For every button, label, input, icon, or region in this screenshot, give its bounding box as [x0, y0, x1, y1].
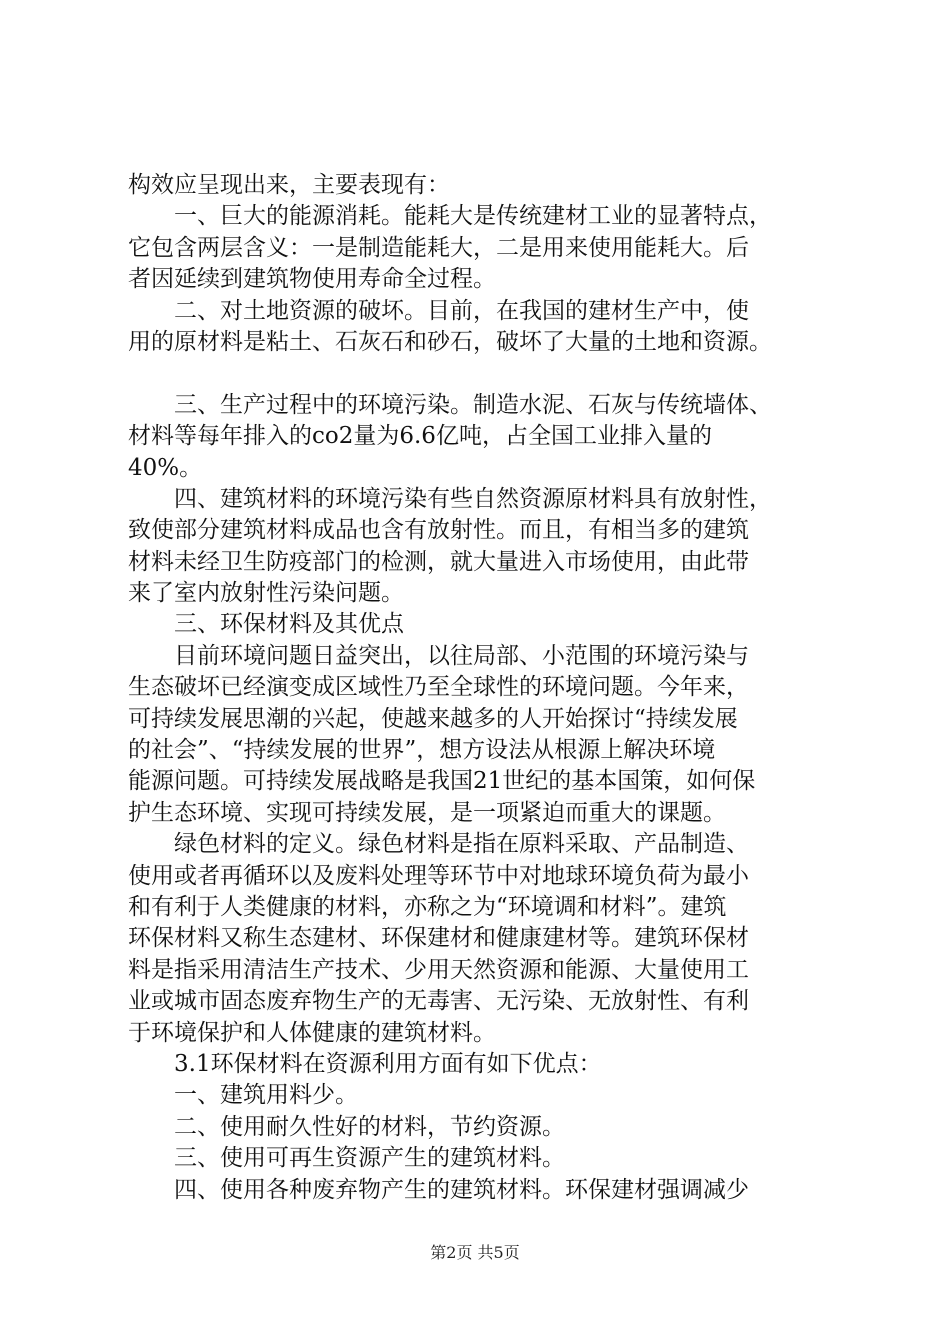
text-line: 材料未经卫生防疫部门的检测，就大量进入市场使用，由此带 [128, 548, 749, 575]
text-line: 目前环境问题日益突出，以往局部、小范围的环境污染与 [128, 642, 749, 669]
text-line: 者因延续到建筑物使用寿命全过程。 [128, 266, 496, 293]
document-body [128, 170, 834, 1206]
text-line: 四、建筑材料的环境污染有些自然资源原材料具有放射性， [128, 485, 772, 512]
text-line: 料是指采用清洁生产技术、少用天然资源和能源、大量使用工 [128, 956, 749, 983]
text-line: 生态破坏已经演变成区域性乃至全球性的环境问题。今年来， [128, 674, 749, 701]
text-line: 使用或者再循环以及废料处理等环节中对地球环境负荷为最小 [128, 862, 749, 889]
text-line: 致使部分建筑材料成品也含有放射性。而且，有相当多的建筑 [128, 517, 749, 544]
text-line: 材料等每年排入的co2量为6.6亿吨，占全国工业排入量的 [128, 423, 712, 450]
text-line: 护生态环境、实现可持续发展，是一项紧迫而重大的课题。 [128, 799, 726, 826]
text-line: 于环境保护和人体健康的建筑材料。 [128, 1019, 496, 1046]
text-line: 三、生产过程中的环境污染。制造水泥、石灰与传统墙体、 [128, 391, 772, 418]
text-line: 40%。 [128, 454, 203, 481]
text-line: 业或城市固态废弃物生产的无毒害、无污染、无放射性、有利 [128, 988, 749, 1015]
text-line: 来了室内放射性污染问题。 [128, 580, 404, 607]
text-line: 二、对土地资源的破坏。目前，在我国的建材生产中，使 [128, 297, 749, 324]
text-line: 构效应呈现出来，主要表现有： [128, 172, 450, 198]
text-line: 四、使用各种废弃物产生的建筑材料。环保建材强调减少 [128, 1176, 749, 1203]
text-line: 环保材料又称生态建材、环保建材和健康建材等。建筑环保材 [128, 925, 749, 952]
text-line: 的社会”、“持续发展的世界”，想方设法从根源上解决环境 [128, 737, 716, 764]
text-line: 用的原材料是粘土、石灰石和砂石，破坏了大量的土地和资源。 [128, 328, 772, 355]
text-line: 它包含两层含义：一是制造能耗大，二是用来使用能耗大。后 [128, 234, 749, 261]
text-line: 一、建筑用料少。 [128, 1082, 358, 1109]
text-line: 二、使用耐久性好的材料，节约资源。 [128, 1113, 565, 1140]
text-line: 一、巨大的能源消耗。能耗大是传统建材工业的显著特点， [128, 203, 772, 230]
page-footer: 第2页 共5页 [430, 1243, 520, 1262]
text-line: 三、环保材料及其优点 [128, 611, 404, 638]
text-line: 能源问题。可持续发展战略是我国21世纪的基本国策，如何保 [128, 768, 756, 795]
text-line: 三、使用可再生资源产生的建筑材料。 [128, 1145, 565, 1172]
text-line: 绿色材料的定义。绿色材料是指在原料采取、产品制造、 [128, 831, 749, 858]
text-line: 3.1环保材料在资源利用方面有如下优点： [128, 1050, 602, 1077]
text-line: 和有利于人类健康的材料，亦称之为“环境调和材料”。建筑 [128, 893, 727, 920]
blank-line [128, 358, 834, 389]
text-line: 可持续发展思潮的兴起，使越来越多的人开始探讨“持续发展 [128, 705, 738, 732]
